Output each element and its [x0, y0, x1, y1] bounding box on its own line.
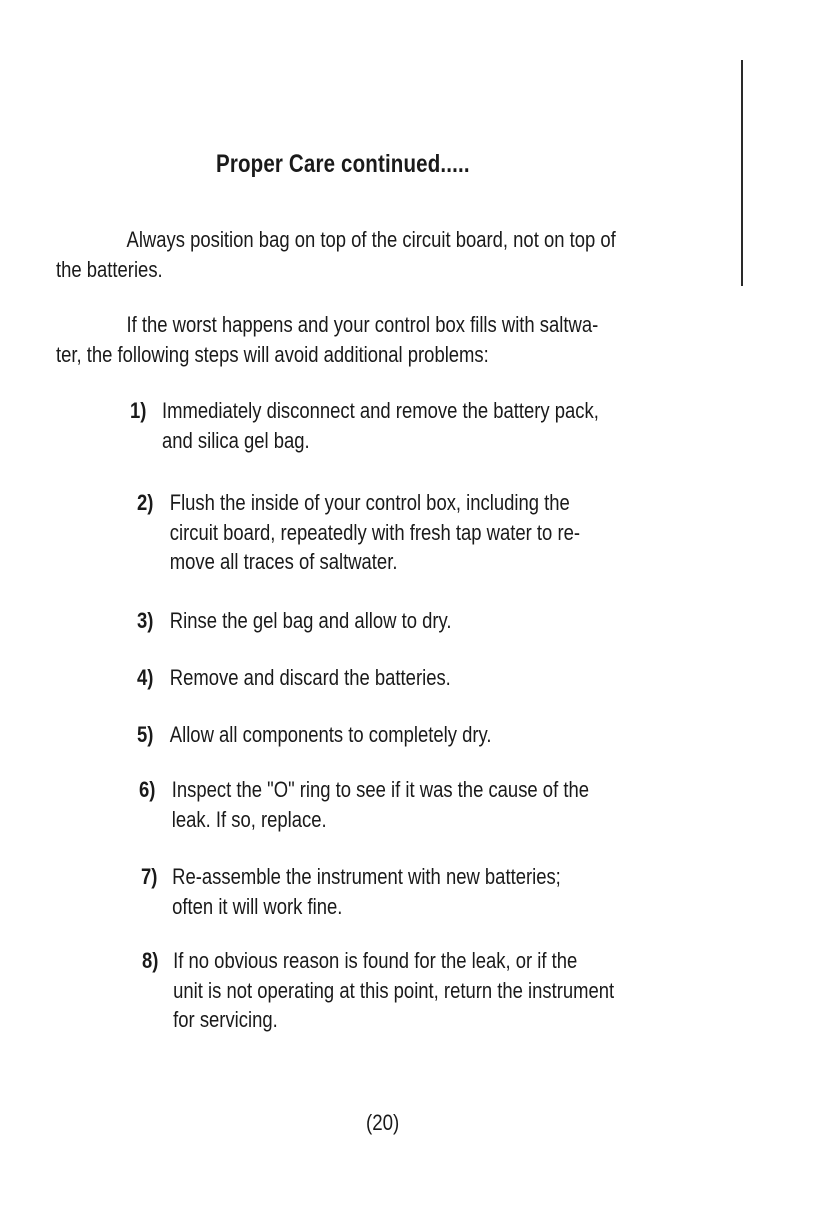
- step-line: leak. If so, replace.: [171, 806, 327, 832]
- step-line: Remove and discard the batteries.: [169, 665, 451, 690]
- step-line: for servicing.: [173, 1007, 278, 1032]
- page-number: (20): [366, 1110, 400, 1135]
- step-line: Rinse the gel bag and allow to dry.: [169, 608, 452, 633]
- paragraph-bag-position: [56, 225, 696, 285]
- step-line: move all traces of saltwater.: [169, 549, 398, 574]
- step-text: [170, 663, 451, 693]
- step-line: Allow all components to completely dry.: [169, 722, 492, 747]
- step-line: often it will work fine.: [172, 893, 343, 919]
- paragraph-line: If the worst happens and your control box fills with saltwa-: [126, 312, 599, 337]
- step-line: If no obvious reason is found for the leak, or if the: [173, 948, 578, 973]
- step-line: and silica gel bag.: [161, 427, 310, 453]
- step-text: [162, 396, 599, 455]
- step-line: Inspect the "O" ring to see if it was the cause of the: [171, 777, 589, 802]
- step-text: [173, 946, 614, 1035]
- step-line: Re-assemble the instrument with new batteries;: [172, 864, 561, 889]
- page-title: Proper Care continued.....: [216, 150, 470, 178]
- step-text: [170, 606, 452, 636]
- step-number: 6): [139, 777, 156, 802]
- paragraph-saltwater-intro: [56, 310, 696, 370]
- step-number: 5): [137, 722, 154, 747]
- step-number: 4): [137, 665, 154, 690]
- step-text: [170, 720, 492, 750]
- step-number: 2): [137, 490, 154, 515]
- step-number: 3): [137, 608, 154, 633]
- step-line: circuit board, repeatedly with fresh tap water to re-: [169, 519, 580, 545]
- step-number: 1): [130, 398, 147, 423]
- step-number: 8): [142, 948, 159, 973]
- step-line: Flush the inside of your control box, including the: [169, 490, 570, 515]
- scan-edge-line: [741, 60, 743, 286]
- step-line: Immediately disconnect and remove the battery pack,: [161, 398, 599, 423]
- step-text: [170, 488, 580, 577]
- step-text: [172, 775, 589, 834]
- step-line: unit is not operating at this point, return the instrument: [173, 977, 615, 1003]
- step-number: 7): [141, 864, 158, 889]
- paragraph-line: ter, the following steps will avoid additional problems:: [56, 342, 489, 367]
- paragraph-line: Always position bag on top of the circuit board, not on top of: [126, 227, 616, 252]
- paragraph-line: the batteries.: [56, 257, 163, 282]
- step-text: [172, 862, 561, 921]
